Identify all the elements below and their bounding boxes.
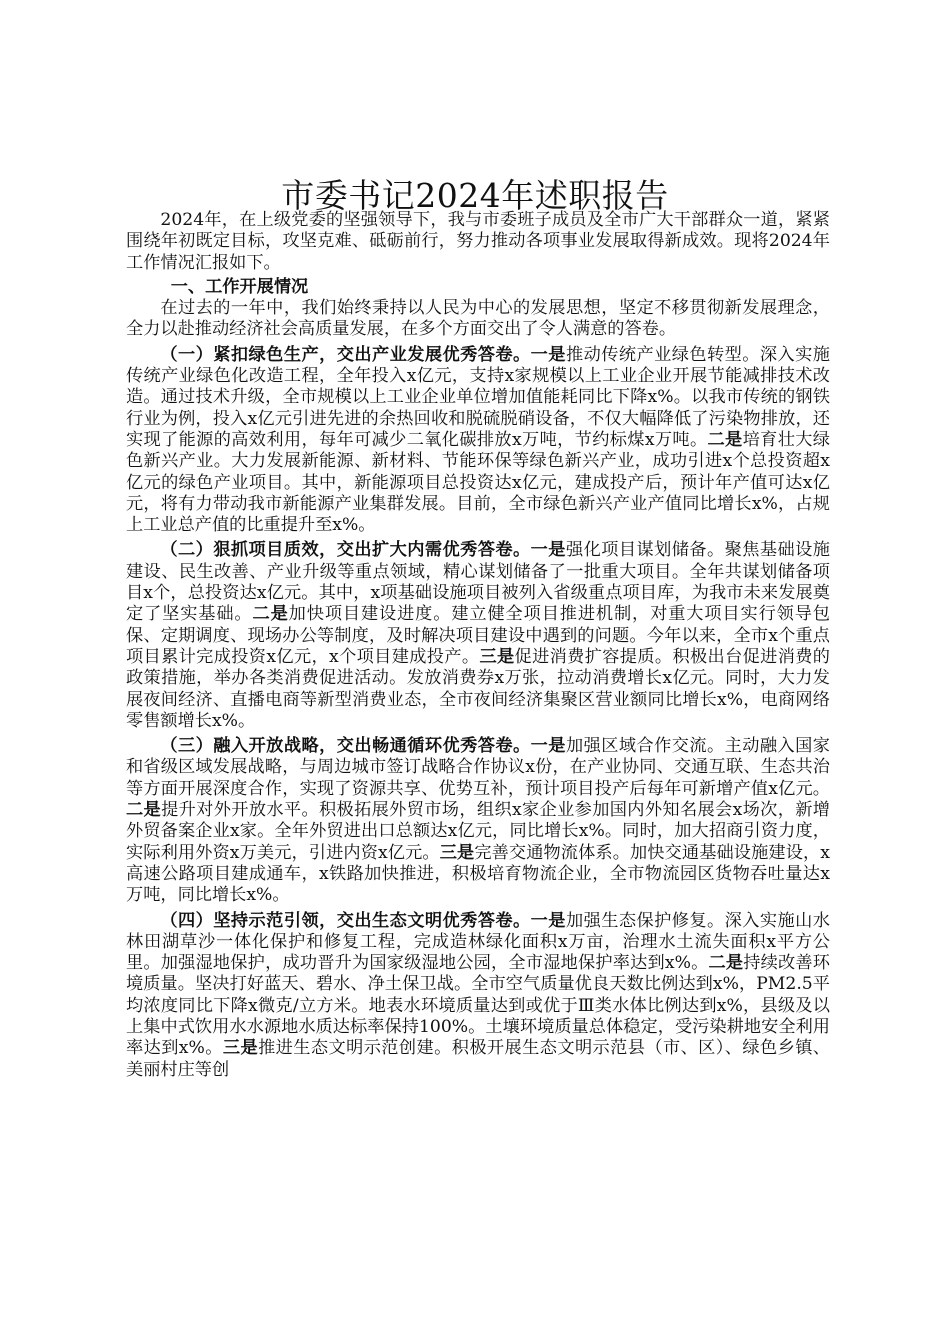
subsection-paragraph <box>126 540 830 732</box>
point-keyword: 二是 <box>708 953 744 974</box>
point-keyword: 三是 <box>479 646 515 667</box>
point-text: 加强区域合作交流。主动融入国家和省级区域发展战略，与周边城市签订战略合作协议x份，在产业协同、交通互联、生态共治等方面开展深度合作，实现了资源共享、优势互补，预计项目投产后每年可新增产值x亿元。 <box>126 736 830 799</box>
point-keyword: 三是 <box>439 842 475 863</box>
point-text: 推动传统产业绿色转型。深入实施传统产业绿色化改造工程，全年投入x亿元，支持x家规模以上工业企业开展节能减排技术改造。通过技术升级，全市规模以上工业企业单位增加值能耗同比下降x%。以我市传统的钢铁行业为例，投入x亿元引进先进的余热回收和脱硫脱硝设备，不仅大幅降低了污染物排放，还实现了能源的高效利用，每年可减少二氧化碳排放x万吨，节约标煤x万吨。 <box>126 344 830 450</box>
point-keyword: 一是 <box>530 736 566 757</box>
point-text: 持续改善环境质量。坚决打好蓝天、碧水、净土保卫战。全市空气质量优良天数比例达到x%，PM2.5平均浓度同比下降x微克/立方米。地表水环境质量达到或优于Ⅲ类水体比例达到x%，县级及以上集中式饮用水水源地水质达标率保持100%。土壤环境质量总体稳定，受污染耕地安全利用率达到x%。 <box>126 953 830 1059</box>
point-keyword: 二是 <box>707 429 743 450</box>
point-text: 强化项目谋划储备。聚焦基础设施建设、民生改善、产业升级等重点领域，精心谋划储备了一批重大项目。全年共谋划储备项目x个，总投资达x亿元。其中，x项基础设施项目被列入省级重点项目库，为我市未来发展奠定了坚实基础。 <box>126 540 830 625</box>
intro-paragraph: 2024年，在上级党委的坚强领导下，我与市委班子成员及全市广大干部群众一道，紧紧围绕年初既定目标，攻坚克难、砥砺前行，努力推动各项事业发展取得新成效。现将2024年工作情况汇报如下。 <box>126 210 830 273</box>
point-text: 加快项目建设进度。建立健全项目推进机制，对重大项目实行领导包保、定期调度、现场办公等制度，及时解决项目建设中遇到的问题。今年以来，全市x个重点项目累计完成投资x亿元，x个项目建成投产。 <box>126 604 830 667</box>
point-keyword: 二是 <box>126 800 162 821</box>
sections-container <box>126 345 830 1081</box>
point-keyword: 一是 <box>530 344 566 365</box>
subsection-paragraph <box>126 911 830 1081</box>
subsection-paragraph <box>126 736 830 906</box>
point-text: 提升对外开放水平。积极拓展外贸市场，组织x家企业参加国内外知名展会x场次，新增外贸备案企业x家。全年外贸进出口总额达x亿元，同比增长x%。同时，加大招商引资力度，实际利用外资x万美元，引进内资x亿元。 <box>126 800 830 863</box>
subsection-paragraph <box>126 345 830 537</box>
point-keyword: 三是 <box>222 1038 259 1059</box>
point-text: 推进生态文明示范创建。积极开展生态文明示范县（市、区）、绿色乡镇、美丽村庄等创 <box>126 1038 830 1080</box>
document-body <box>126 210 830 1081</box>
point-text: 完善交通物流体系。加快交通基础设施建设，x高速公路项目建成通车，x铁路加快推进，积极培育物流企业，全市物流园区货物吞吐量达x万吨，同比增长x%。 <box>126 842 830 906</box>
point-keyword: 一是 <box>530 910 566 931</box>
overview-paragraph: 在过去的一年中，我们始终秉持以人民为中心的发展思想，坚定不移贯彻新发展理念，全力以赴推动经济社会高质量发展，在多个方面交出了令人满意的答卷。 <box>126 298 830 340</box>
point-keyword: 一是 <box>530 540 566 561</box>
point-text: 促进消费扩容提质。积极出台促进消费的政策措施，举办各类消费促进活动。发放消费券x万张，拉动消费增长x亿元。同时，大力发展夜间经济、直播电商等新型消费业态，全市夜间经济集聚区营业额同比增长x%，电商网络零售额增长x%。 <box>126 646 830 731</box>
subsection-heading: （一）紧扣绿色生产，交出产业发展优秀答卷。 <box>160 344 531 365</box>
section-heading: 一、工作开展情况 <box>170 276 309 297</box>
point-text: 加强生态保护修复。深入实施山水林田湖草沙一体化保护和修复工程，完成造林绿化面积x万亩，治理水土流失面积x平方公里。加强湿地保护，成功晋升为国家级湿地公园，全市湿地保护率达到x%。 <box>126 910 830 974</box>
subsection-heading: （三）融入开放战略，交出畅通循环优秀答卷。 <box>160 736 531 757</box>
point-keyword: 二是 <box>252 604 289 625</box>
subsection-heading: （二）狠抓项目质效，交出扩大内需优秀答卷。 <box>160 540 531 561</box>
point-text: 培育壮大绿色新兴产业。大力发展新能源、新材料、节能环保等绿色新兴产业，成功引进x个总投资超x亿元的绿色产业项目。其中，新能源项目总投资达x亿元，建成投产后，预计年产值可达x亿元，将有力带动我市新能源产业集群发展。目前，全市绿色新兴产业产值同比增长x%，占规上工业总产值的比重提升至x%。 <box>126 429 830 536</box>
document-title: 市委书记2024年述职报告 <box>281 176 669 215</box>
subsection-heading: （四）坚持示范引领，交出生态文明优秀答卷。 <box>160 910 531 931</box>
